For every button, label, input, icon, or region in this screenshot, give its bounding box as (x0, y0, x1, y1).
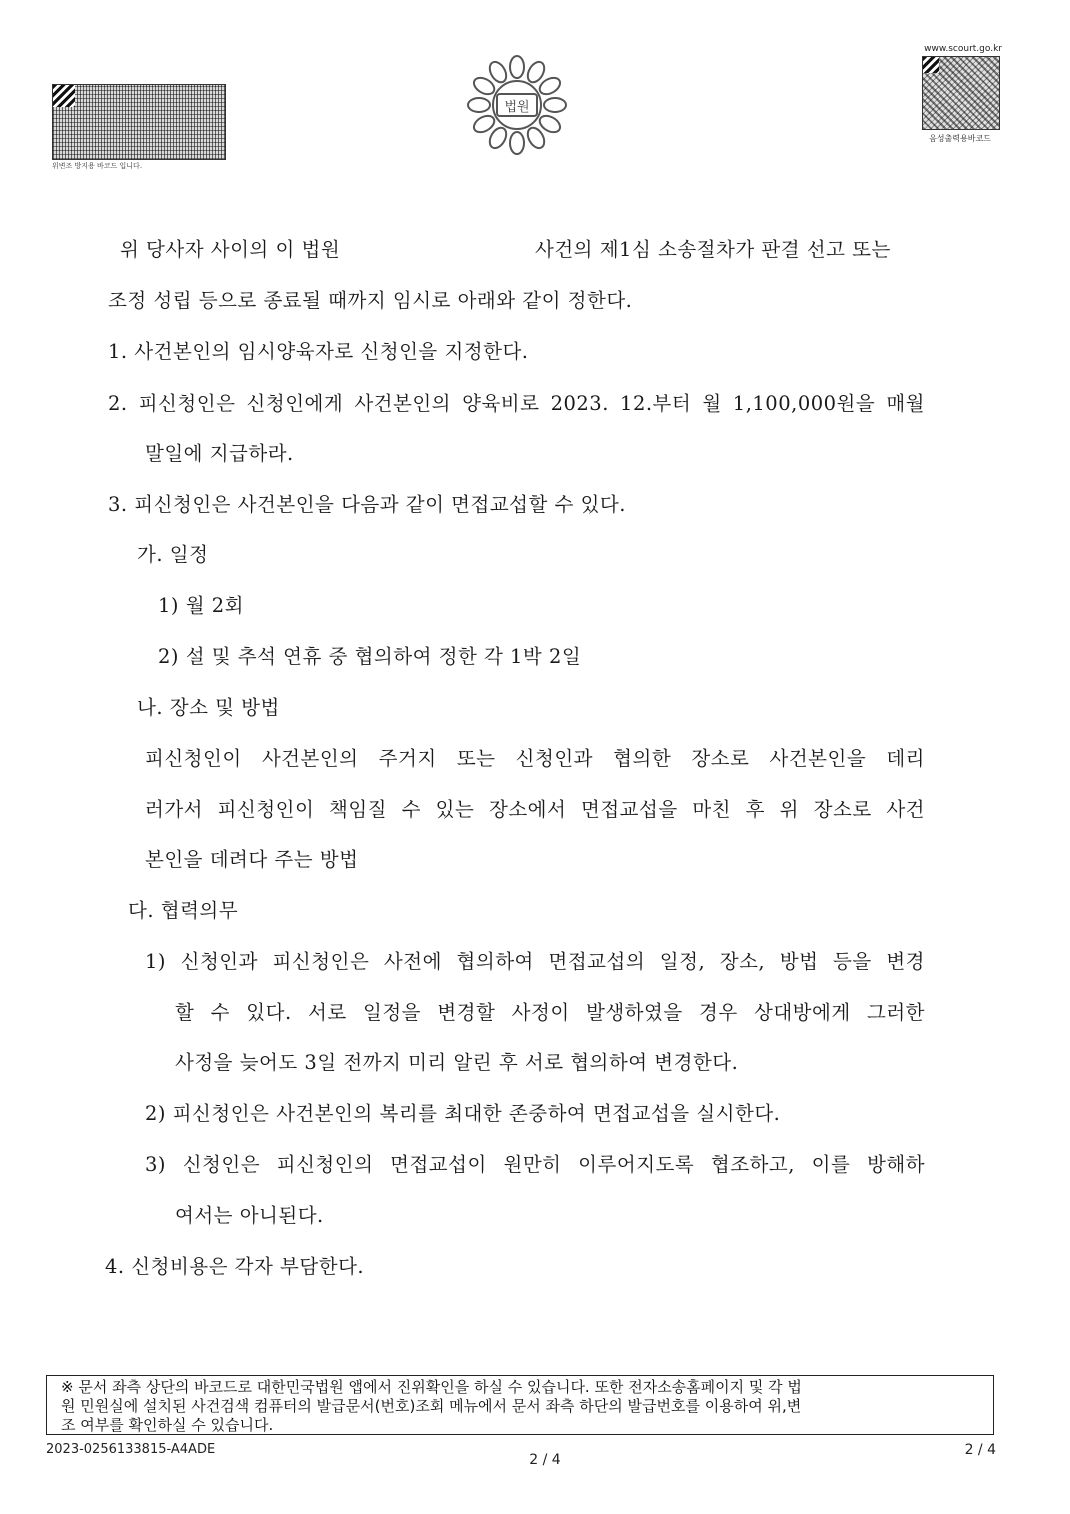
qr-caption: 음성출력용바코드 (929, 134, 991, 143)
authenticity-barcode (52, 84, 226, 160)
item-4: 4. 신청비용은 각자 부담한다. (105, 1255, 365, 1278)
intro-line-b: 사건의 제1심 소송절차가 판결 선고 또는 (535, 238, 891, 261)
barcode-caption: 위변조 방지용 바코드 입니다. (52, 162, 143, 170)
item-3: 3. 피신청인은 사건본인을 다음과 같이 면접교섭할 수 있다. (108, 493, 626, 516)
site-url: www.scourt.go.kr (924, 44, 1002, 54)
section-ga-1: 1) 월 2회 (158, 594, 244, 617)
notice-line-1: ※ 문서 좌측 상단의 바코드로 대한민국법원 앱에서 진위확인을 하실 수 있습니다. 또한 전자소송홈페이지 및 각 법 (61, 1378, 802, 1396)
intro-line-c: 조정 성립 등으로 종료될 때까지 임시로 아래와 같이 정한다. (108, 289, 633, 312)
item-2-line-b: 말일에 지급하라. (145, 442, 294, 465)
item-1: 1. 사건본인의 임시양육자로 신청인을 지정한다. (108, 340, 529, 363)
verification-notice (46, 1375, 994, 1435)
qr-corner-mark (923, 57, 939, 73)
section-na: 나. 장소 및 방법 (137, 696, 280, 719)
section-da-1-line-c: 사정을 늦어도 3일 전까지 미리 알린 후 서로 협의하여 변경한다. (175, 1051, 739, 1074)
voice-output-barcode (922, 56, 1000, 130)
barcode-corner-mark (53, 85, 75, 107)
page-number-right: 2 / 4 (964, 1442, 996, 1458)
notice-line-3: 조 여부를 확인하실 수 있습니다. (61, 1416, 274, 1434)
issue-number: 2023-0256133815-A4ADE (46, 1442, 216, 1457)
section-da-1-line-a: 1) 신청인과 피신청인은 사전에 협의하여 면접교섭의 일정, 장소, 방법 등을 변경 (145, 950, 926, 973)
intro-line-a: 위 당사자 사이의 이 법원 (120, 238, 341, 261)
section-da: 다. 협력의무 (128, 899, 239, 922)
section-da-1-line-b: 할 수 있다. 서로 일정을 변경할 사정이 발생하였을 경우 상대방에게 그러한 (175, 1001, 925, 1024)
section-da-2: 2) 피신청인은 사건본인의 복리를 최대한 존중하여 면접교섭을 실시한다. (145, 1102, 781, 1125)
notice-line-2: 원 민원실에 설치된 사건검색 컴퓨터의 발급문서(번호)조회 메뉴에서 문서 좌측 하단의 발급번호를 이용하여 위,변 (61, 1397, 802, 1415)
section-na-line-c: 본인을 데려다 주는 방법 (145, 848, 359, 871)
section-ga-2: 2) 설 및 추석 연휴 중 협의하여 정한 각 1박 2일 (158, 645, 582, 668)
item-2-line-a: 2. 피신청인은 신청인에게 사건본인의 양육비로 2023. 12.부터 월 1,100,000원을 매월 (108, 392, 925, 415)
seal-text: 법원 (504, 100, 530, 115)
court-seal-icon (467, 55, 567, 155)
section-da-3-line-b: 여서는 아니된다. (175, 1204, 324, 1227)
page-number-center: 2 / 4 (529, 1452, 561, 1468)
section-ga: 가. 일정 (137, 543, 209, 566)
section-da-3-line-a: 3) 신청인은 피신청인의 면접교섭이 원만히 이루어지도록 협조하고, 이를 방해하 (145, 1153, 925, 1176)
section-na-line-b: 러가서 피신청인이 책임질 수 있는 장소에서 면접교섭을 마친 후 위 장소로 사건 (145, 798, 925, 821)
section-na-line-a: 피신청인이 사건본인의 주거지 또는 신청인과 협의한 장소로 사건본인을 데리 (145, 747, 925, 770)
